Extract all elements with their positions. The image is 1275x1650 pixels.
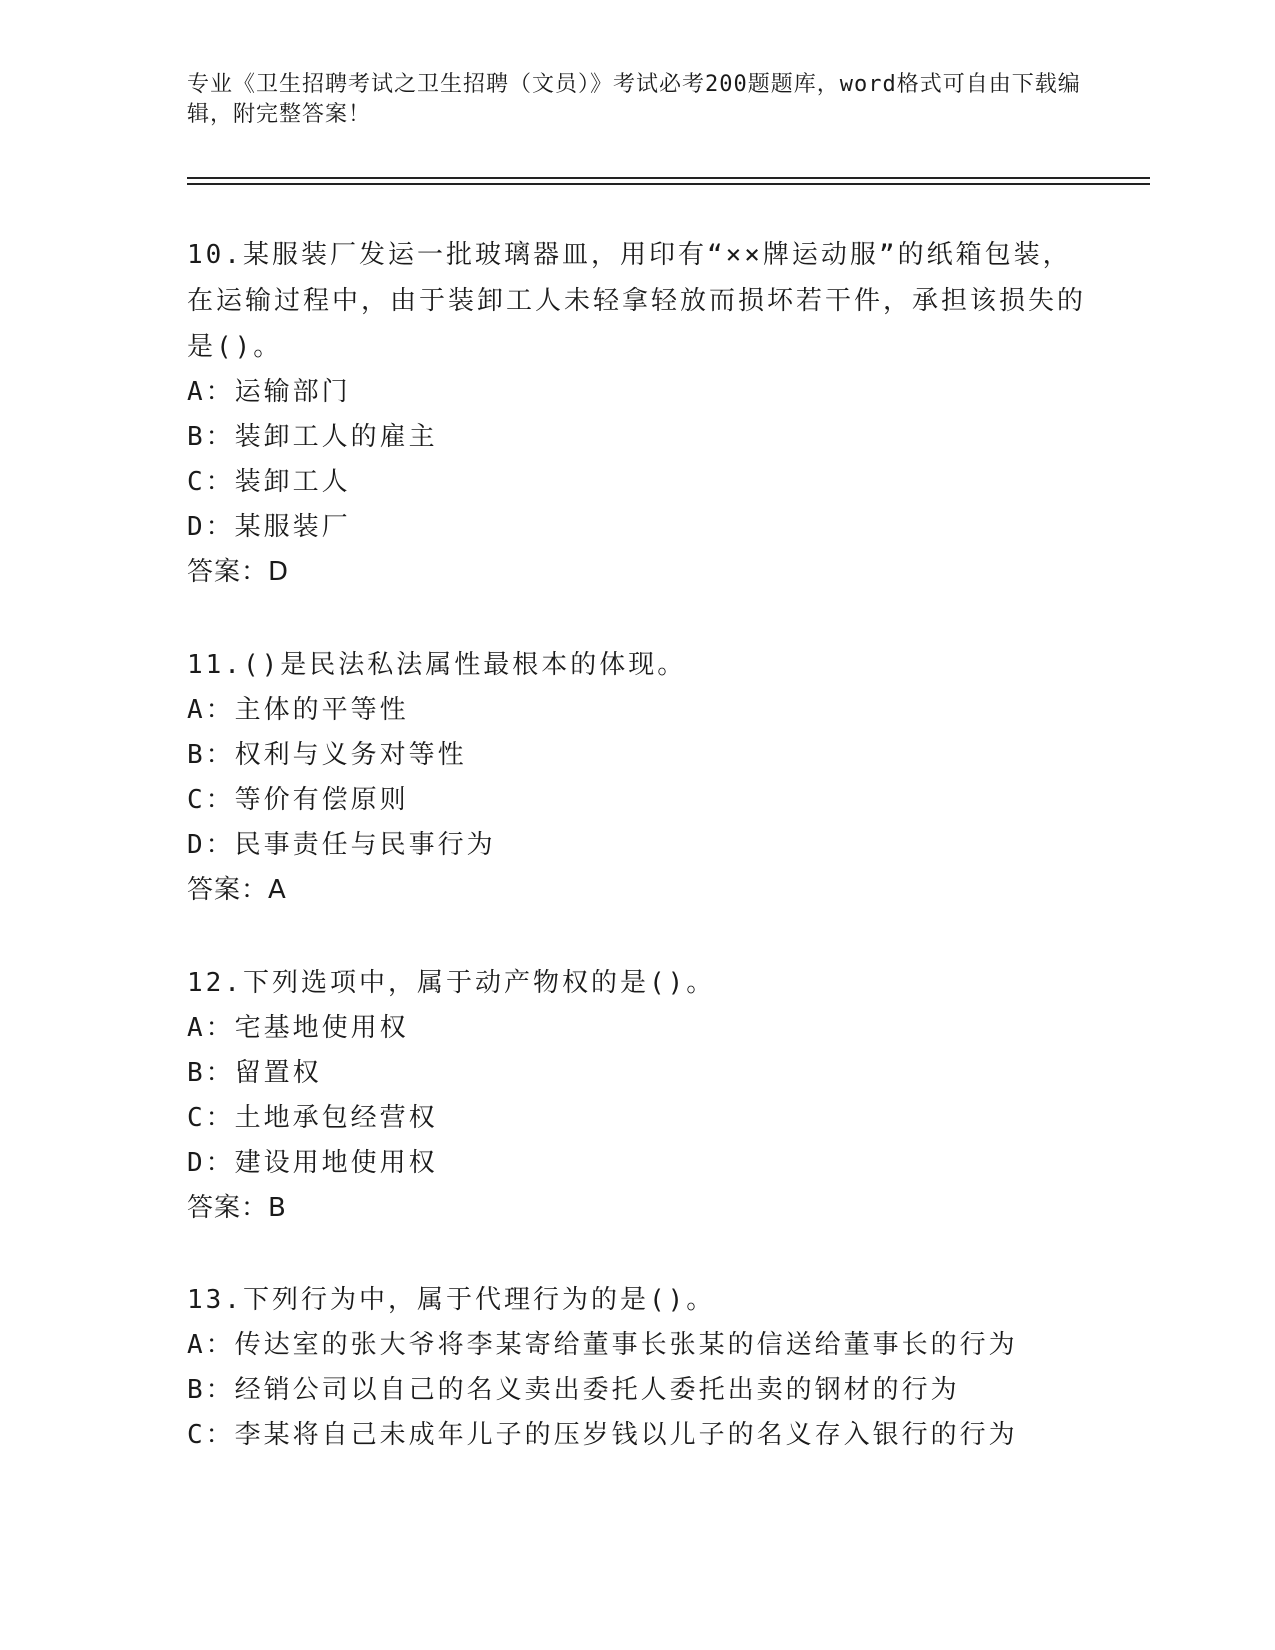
answer-line: 答案：D — [187, 557, 290, 587]
option-b: B：经销公司以自己的名义卖出委托人委托出卖的钢材的行为 — [187, 1375, 960, 1405]
option-c: C：土地承包经营权 — [187, 1103, 438, 1133]
option-b: B：权利与义务对等性 — [187, 740, 467, 770]
header-divider-bottom — [187, 183, 1150, 185]
option-a: A：传达室的张大爷将李某寄给董事长张某的信送给董事长的行为 — [187, 1330, 1018, 1360]
option-c: C：李某将自己未成年儿子的压岁钱以儿子的名义存入银行的行为 — [187, 1420, 1018, 1450]
question-12 — [187, 960, 1087, 1231]
question-stem: 10.某服装厂发运一批玻璃器皿，用印有“××牌运动服”的纸箱包装，在运输过程中，由于装卸工人未轻拿轻放而损坏若干件，承担该损失的是()。 — [187, 240, 1087, 362]
question-stem: 13.下列行为中，属于代理行为的是()。 — [187, 1285, 716, 1315]
option-a: A：主体的平等性 — [187, 695, 409, 725]
option-d: D：建设用地使用权 — [187, 1148, 438, 1178]
question-13 — [187, 1277, 1087, 1458]
answer-line: 答案：B — [187, 1193, 287, 1223]
option-c: C：等价有偿原则 — [187, 785, 409, 815]
option-b: B：留置权 — [187, 1058, 322, 1088]
header-divider-top — [187, 177, 1150, 179]
answer-line: 答案：A — [187, 875, 287, 905]
question-10 — [187, 232, 1087, 595]
question-11 — [187, 642, 1087, 913]
option-a: A：宅基地使用权 — [187, 1013, 409, 1043]
option-c: C：装卸工人 — [187, 467, 351, 497]
document-intro: 专业《卫生招聘考试之卫生招聘（文员）》考试必考200题题库，word格式可自由下载编辑，附完整答案！ — [187, 72, 1081, 127]
option-d: D：民事责任与民事行为 — [187, 830, 496, 860]
option-d: D：某服装厂 — [187, 512, 351, 542]
question-stem: 12.下列选项中，属于动产物权的是()。 — [187, 968, 716, 998]
option-b: B：装卸工人的雇主 — [187, 422, 438, 452]
question-stem: 11.()是民法私法属性最根本的体现。 — [187, 650, 687, 680]
option-a: A：运输部门 — [187, 377, 351, 407]
